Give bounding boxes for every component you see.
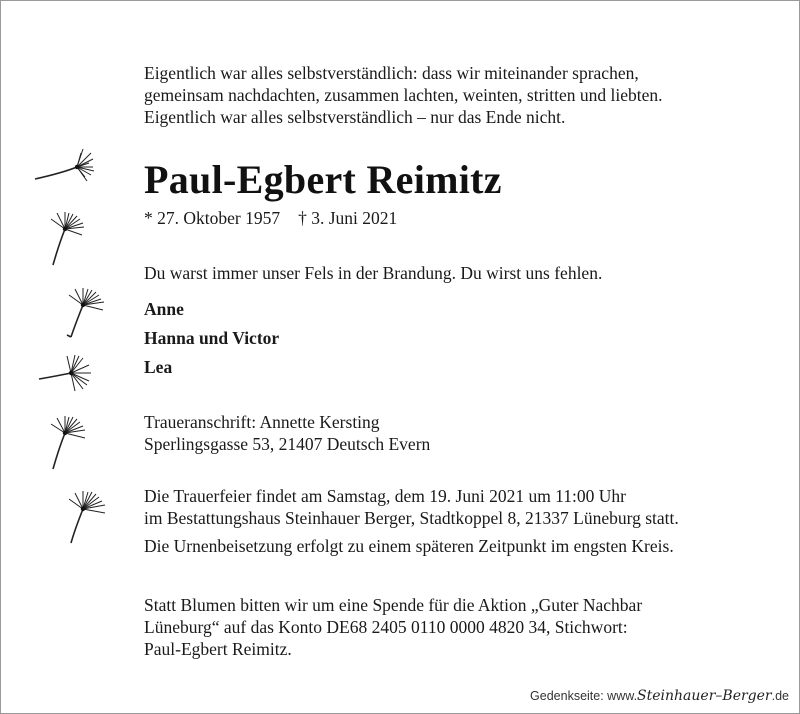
donation-line: Lüneburg“ auf das Konto DE68 2405 0110 0000 4820 34, Stichwort: [144,617,628,637]
mourner-name: Anne [144,299,184,319]
footer-label: Gedenkseite: www. [530,689,638,703]
mourners-list [144,298,279,385]
deceased-name: Paul-Egbert Reimitz [144,157,502,202]
dandelion-seed-icon [37,353,93,393]
death-date: † 3. Juni 2021 [298,208,398,228]
funeral-line: Die Urnenbeisetzung erfolgt zu einem späteren Zeitpunkt im engsten Kreis. [144,536,674,556]
intro-verse [144,62,663,128]
intro-line: gemeinsam nachdachten, zusammen lachten, weinten, stritten und liebten. [144,85,663,105]
mourner-name: Hanna und Victor [144,328,280,348]
dandelion-seed-icon [61,287,107,339]
dandelion-seed-icon [33,147,95,187]
address-line: Traueranschrift: Annette Kersting [144,412,380,432]
mourning-address [144,411,430,455]
intro-line: Eigentlich war alles selbstverständlich: dass wir miteinander sprachen, [144,63,639,83]
dandelion-seed-icon [47,211,87,267]
funeral-line: Die Trauerfeier findet am Samstag, dem 19. Juni 2021 um 11:00 Uhr [144,486,626,506]
dandelion-seed-icon [45,415,89,471]
dandelion-seed-icon [63,489,109,545]
mourner-name: Lea [144,357,173,377]
birth-date: * 27. Oktober 1957 [144,208,281,228]
donation-request [144,594,642,660]
memorial-page-link[interactable] [530,688,789,704]
farewell-quote: Du warst immer unser Fels in der Brandung. Du wirst uns fehlen. [144,263,603,283]
donation-line: Statt Blumen bitten wir um eine Spende für die Aktion „Guter Nachbar [144,595,643,615]
funeral-line: im Bestattungshaus Steinhauer Berger, Stadtkoppel 8, 21337 Lüneburg statt. [144,508,679,528]
footer-tld: .de [771,689,789,703]
brand-logo: Steinhauer–Berger [637,688,772,704]
intro-line: Eigentlich war alles selbstverständlich – nur das Ende nicht. [144,107,566,127]
life-dates [144,207,397,229]
funeral-info [144,485,679,557]
donation-line: Paul-Egbert Reimitz. [144,639,292,659]
address-line: Sperlingsgasse 53, 21407 Deutsch Evern [144,434,431,454]
